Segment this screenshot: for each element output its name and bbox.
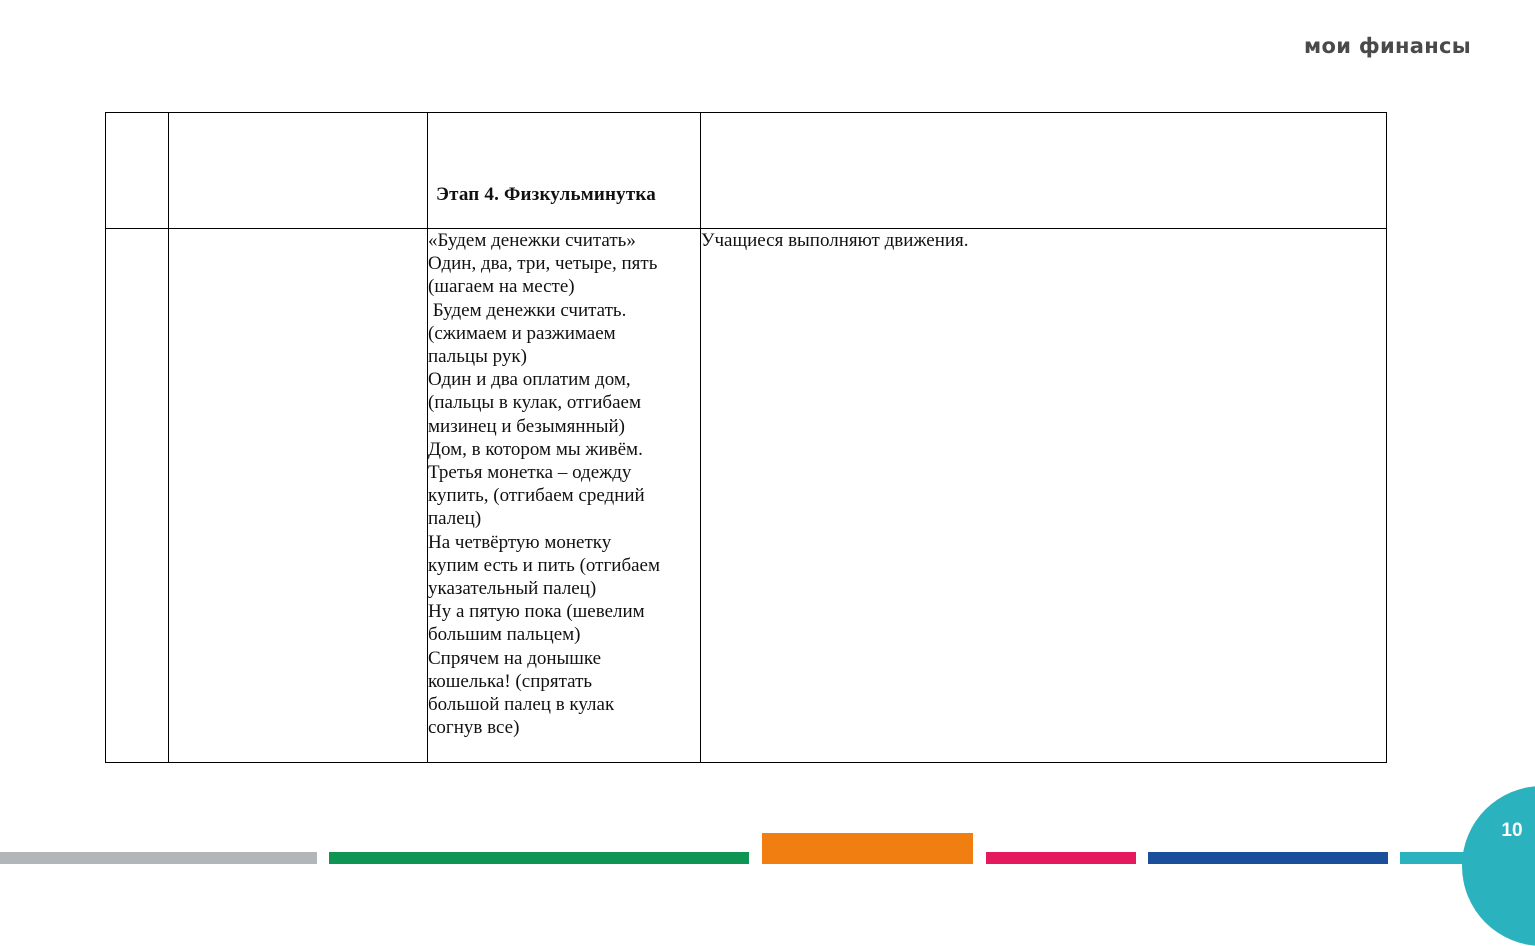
logo-stripe-pink <box>1405 22 1419 27</box>
song-line: Третья монетка – одежду <box>428 462 632 484</box>
song-line: пальцы рук) <box>428 346 527 368</box>
song-line: Один, два, три, четыре, пять <box>428 253 658 275</box>
logo-stripe-blue <box>1420 22 1434 27</box>
song-line: купить, (отгибаем средний <box>428 485 645 507</box>
page-number-badge <box>1462 786 1535 946</box>
song-line: мизинец и безымянный) <box>428 415 626 437</box>
table-cell-number <box>106 229 169 763</box>
stage-title: Этап 4. Физкульминутка <box>436 184 656 205</box>
logo-stripe-green <box>1339 22 1381 27</box>
table-cell-empty <box>701 113 1387 229</box>
page-number: 10 <box>1501 820 1523 841</box>
song-line: Спрячем на донышке <box>428 647 602 669</box>
song-line: указательный палец) <box>428 578 597 600</box>
song-line: купим есть и пить (отгибаем <box>428 554 660 576</box>
logo-stripe-gray <box>1304 22 1338 27</box>
song-line: согнув все) <box>428 717 520 739</box>
song-line: На четвёртую монетку <box>428 531 612 553</box>
table-cell-empty <box>169 229 428 763</box>
table-row <box>106 113 1387 229</box>
logo-text: мои финансы <box>1304 34 1472 58</box>
table-cell-empty <box>169 113 428 229</box>
song-line: Один и два оплатим дом, <box>428 369 631 391</box>
song-line: кошелька! (спрятать <box>428 670 593 692</box>
song-line: большим пальцем) <box>428 624 581 646</box>
song-line: большой палец в кулак <box>428 694 615 716</box>
song-line: (сжимаем и разжимаем <box>428 322 616 344</box>
song-line: палец) <box>428 508 482 530</box>
student-activity-cell <box>701 229 1387 763</box>
song-line: Дом, в котором мы живём. <box>428 438 643 460</box>
footer-stripe-gray <box>0 852 317 864</box>
footer-stripe-green <box>329 852 749 864</box>
logo-stripe-orange <box>1382 22 1404 27</box>
student-activity-text: Учащиеся выполняют движения. <box>701 230 969 251</box>
song-line: «Будем денежки считать» <box>428 230 636 251</box>
footer-stripe-pink <box>986 852 1136 864</box>
footer-stripe-blue <box>1148 852 1388 864</box>
table-cell-stage <box>428 113 701 229</box>
footer-stripe-orange <box>762 833 973 864</box>
logo-stripe-teal <box>1435 22 1458 27</box>
table-cell-number <box>106 113 169 229</box>
song-line: Будем денежки считать. <box>428 299 627 321</box>
exercise-song-text <box>428 229 700 739</box>
lesson-plan-table <box>105 112 1387 763</box>
song-line: (пальцы в кулак, отгибаем <box>428 392 641 414</box>
moi-finansy-logo <box>1304 22 1472 62</box>
song-line: Ну а пятую пока (шевелим <box>428 601 645 623</box>
table-row <box>106 229 1387 763</box>
exercise-song-cell <box>428 229 701 763</box>
song-line: (шагаем на месте) <box>428 276 575 298</box>
